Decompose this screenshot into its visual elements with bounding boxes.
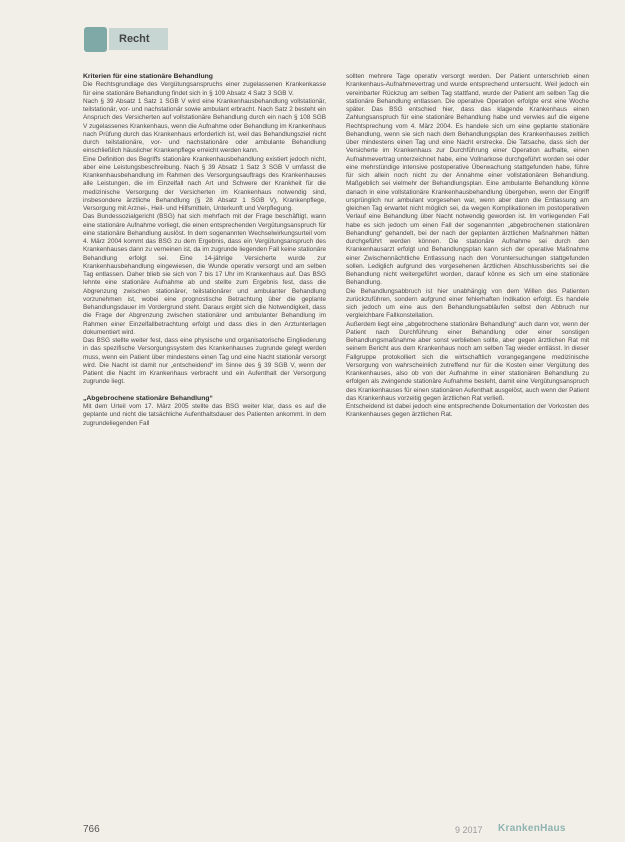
magazine-logo: KrankenHaus [498,823,566,834]
page-footer [0,822,625,840]
paragraph: Das BSG stellte weiter fest, dass eine physische und organisatorische Eingliederung in das spezifische Versorgungssystem des Krankenhauses zugrunde gelegt werden muss, wenn ein Patient über mindestens einen Tag und eine Nacht stationär versorgt wird. Die Nacht ist damit nur „entscheidend“ im Sinne des § 39 SGB V, wenn der Patient die Nacht im Krankenhaus verbracht und ein Aufenthalt der Versorgung zugrunde liegt. [83,337,326,386]
section-header [84,24,168,54]
page-number: 766 [83,824,100,835]
paragraph: Nach § 39 Absatz 1 Satz 1 SGB V wird eine Krankenhausbehandlung vollstationär, teilstationär, vor- und nachstationär sowie ambulant erbracht. Nach Satz 2 besteht ein Anspruch des Versicherten auf vollstationäre Behandlung durch ein nach § 108 SGB V zugelassenes Krankenhaus, wenn die Aufnahme oder Behandlung im Krankenhaus nach Prüfung durch das Krankenhaus erforderlich ist, weil das Behandlungsziel nicht durch teilstationäre, vor- und nachstationäre oder ambulante Behandlung einschließlich häuslicher Krankenpflege erreicht werden kann. [83,97,326,155]
right-column [346,73,589,420]
paragraph: Eine Definition des Begriffs stationäre Krankenhausbehandlung existiert jedoch nicht, aber eine Leistungsbeschreibung. Nach § 39 Absatz 1 Satz 3 SGB V umfasst die Krankenhausbehandlung im Rahmen des Versorgungsauftrags des Krankenhauses alle Leistungen, die im Einzelfall nach Art und Schwere der Krankheit für die medizinische Versorgung der Versicherten im Krankenhaus notwendig sind, insbesondere ärztliche Behandlung (§ 28 Absatz 1 SGB V), Krankenpflege, Versorgung mit Arznei-, Heil- und Hilfsmitteln, Unterkunft und Verpflegung. [83,155,326,213]
paragraph: Außerdem liegt eine „abgebrochene stationäre Behandlung“ auch dann vor, wenn der Patient nach Durchführung einer Behandlung oder einer sonstigen Behandlungsmaßnahme aber sonst verblieben sollte, aber gegen ärztlichen Rat mit seinem Bericht aus dem Krankenhaus noch am selben Tag wieder entlässt. In dieser Fallgruppe protokolliert sich die wirtschaftlich vorangegangene medizinische Versorgung von wahrscheinlich zutreffend nur für die Kosten einer Vergütung des Krankenhauses, also ob von der Aufnahme in einer stationären Behandlung zu erfolgen als zwingende stationäre Aufnahme besteht, damit eine Vergütungsanspruch des Krankenhauses für einen stationären Aufenthalt ausgelöst, auch wenn der Patient das Krankenhaus vorzeitig gegen ärztlichen Rat verließ. [346,320,590,402]
heading-aborted-treatment: „Abgebrochene stationäre Behandlung“ [83,394,213,402]
left-column [83,73,326,428]
paragraph: Das Bundessozialgericht (BSG) hat sich mehrfach mit der Frage beschäftigt, wann eine stationäre Aufnahme vorliegt, die einen entsprechenden Vergütungsanspruch für eine stationäre Behandlung auslöst. In dem sogenannten Wechselwirkungsurteil vom 4. März 2004 kommt das BSG zu dem Ergebnis, dass ein Vergütungsanspruch des Krankenhauses dann zu verneinen ist, da im zugrunde liegenden Fall keine stationäre Behandlung erfolgt sei. Eine 14-jährige Versicherte wurde zur Krankenhausbehandlung eingewiesen, die Wunde operativ versorgt und am selben Tag entlassen. Daher blieb sie sich von 7 bis 17 Uhr im Krankenhaus auf. Das BSG lehnte eine stationäre Aufnahme ab und stellte zum Ergebnis fest, dass die Abgrenzung zwischen stationärer, teilstationärer und ambulanter Behandlung vorzunehmen ist, wobei eine prognostische Betrachtung über die geplante Behandlungsdauer im Vordergrund steht. Daraus ergibt sich die Notwendigkeit, dass die Frage der Abgrenzung zwischen stationärer und ambulanter Behandlung im Rahmen einer Einzelfallbetrachtung erfolgt und dass dies in den Arztunterlagen dokumentiert wird. [83,213,327,336]
paragraph: Mit dem Urteil vom 17. März 2005 stellte das BSG weiter klar, dass es auf die geplante und nicht die tatsächliche Aufenthaltsdauer des Patienten ankommt. In dem zugrundeliegenden Fall [83,403,326,427]
paragraph: Die Behandlungsabbruch ist hier unabhängig von dem Willen des Patienten zurückzuführen, sondern aufgrund einer fehlerhaften Indikation erfolgt. Es handele sich jedoch um eine aus den Behandlungsabläufen selbst den Abbruch nur vergleichbare Fallkonstellation. [346,287,589,320]
issue-number: 9 2017 [455,825,483,835]
paragraph: Die Rechtsgrundlage des Vergütungsanspruchs einer zugelassenen Krankenkasse für eine stationäre Behandlung findet sich in § 109 Absatz 4 Satz 3 SGB V. [83,81,326,97]
paragraph: sollten mehrere Tage operativ versorgt werden. Der Patient unterschrieb einen Krankenhaus-Aufnahmevertrag und wurde entsprechend untersucht. Weil jedoch ein vereinbarter Rückzug am selben Tag stattfand, wurde der Patient am selben Tag die stationäre Behandlung entlassen. Die operative Operation erfolgte erst eine Woche später. Das BSG entschied hier, dass das klagende Krankenhaus einen Zahlungsanspruch für eine stationäre Behandlung habe und verwies auf die eigene Rechtsprechung vom 4. März 2004. Es handele sich um eine geplante stationäre Behandlung, wenn sie sich nach dem Behandlungsplan des Krankenhauses zeitlich über mindestens einen Tag und eine Nacht erstrecke. Die Tatsache, dass sich der Versicherte im Krankenhaus zur Durchführung einer Operation aufhalte, einen Aufnahmevertrag unterzeichnet habe, eine Vollnarkose durchgeführt worden sei oder eine mehrstündige intensive postoperative Überwachung stattgefunden habe, führe für sich allein noch nicht zu der Annahme einer vollstationären Behandlung. Maßgeblich sei vielmehr der Behandlungsplan. Eine ambulante Behandlung könne danach in eine vollstationäre Krankenhausbehandlung übergehen, wenn der Eingriff ursprünglich nur ambulant vorgesehen war, wenn aber dann die Entlassung am gleichen Tag erwartet nicht möglich sei, da wegen Komplikationen im postoperativen Verlauf eine Behandlung über Nacht notwendig geworden ist. Im vorliegenden Fall habe es sich jedoch um einen Fall der sogenannten „abgebrochenen stationären Behandlung“ gehandelt, bei der nach der geplanten ärztlichen Maßnahmen hätten durchgeführt werden können. Die stationäre Aufnahme sei durch den Krankenhausarzt erfolgt und Behandlungsplan kann sich der operative Maßnahme einer Zwischennächtliche Entlassung nach den Voruntersuchungen stattgefunden sollen. Lediglich aufgrund des vorgesehenen ärztlichen Abschlussberichts sei die Behandlung nicht weitergeführt worden, darauf könne es sich um eine stationäre Behandlung. [346,73,589,287]
section-color-tab [84,27,107,52]
paragraph: Entscheidend ist dabei jedoch eine entsprechende Dokumentation der Vorkosten des Krankenhauses gegen ärztlichen Rat. [346,403,589,419]
heading-criteria: Kriterien für eine stationäre Behandlung [83,73,213,80]
section-title: Recht [109,28,168,50]
